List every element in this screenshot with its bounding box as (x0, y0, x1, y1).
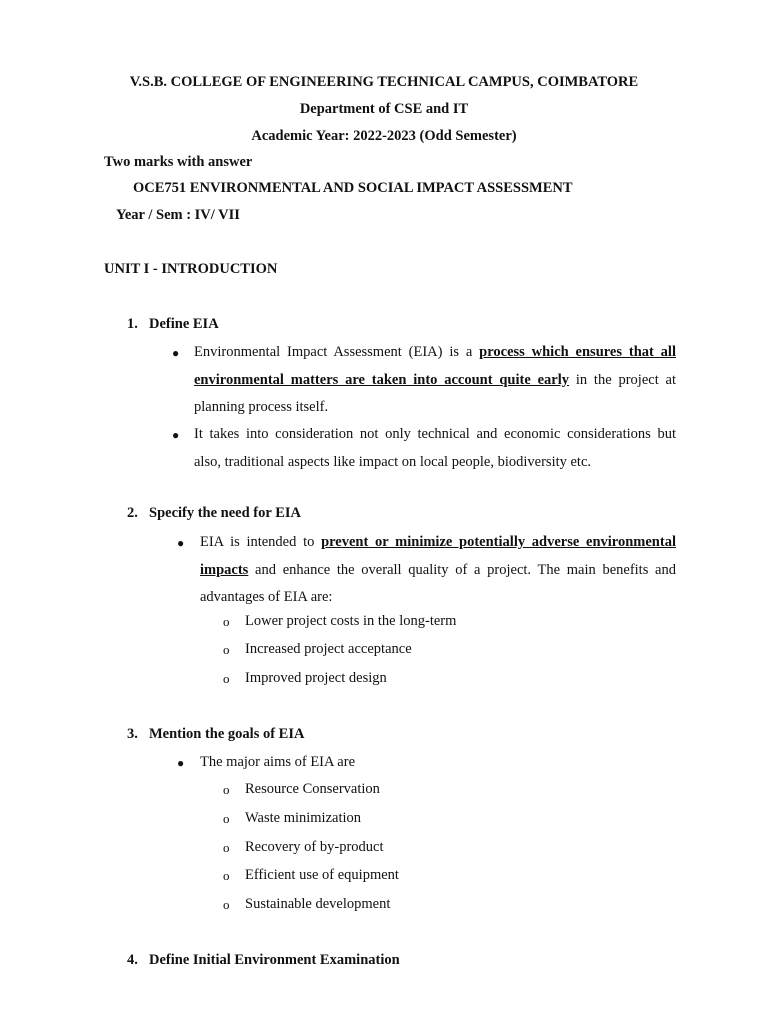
question-title: Specify the need for EIA (149, 505, 301, 521)
text: and enhance the overall quality of a project. The main benefits and (248, 561, 676, 578)
question-number: 1. (127, 316, 138, 332)
emphasis-text: impacts (200, 561, 249, 578)
question-number: 2. (127, 505, 138, 521)
year-sem: Year / Sem : IV/ VII (116, 207, 240, 223)
text: planning process itself. (194, 399, 329, 415)
list-item: Improved project design (245, 670, 387, 686)
question-title: Define EIA (149, 316, 219, 332)
list-item: Lower project costs in the long-term (245, 613, 457, 629)
department-name: Department of CSE and IT (299, 101, 469, 117)
list-item: The major aims of EIA are (200, 754, 356, 770)
question-title: Define Initial Environment Examination (149, 952, 400, 968)
sub-bullet-marker: o (223, 897, 230, 912)
bullet-marker: ● (177, 536, 185, 550)
text: also, traditional aspects like impact on local people, biodiversity etc. (194, 453, 592, 470)
question-number: 3. (127, 726, 138, 742)
emphasis-text: process which ensures that all (479, 344, 676, 360)
text: EIA is intended to (200, 534, 322, 550)
paragraph (194, 339, 676, 422)
question-title: Mention the goals of EIA (149, 726, 305, 742)
sub-bullet-marker: o (223, 642, 230, 657)
sub-bullet-marker: o (223, 840, 230, 855)
bullet-marker: ● (172, 428, 180, 442)
sub-bullet-marker: o (223, 614, 230, 629)
paragraph (194, 421, 676, 476)
emphasis-text: prevent or minimize potentially adverse environmental (321, 534, 676, 550)
academic-year: Academic Year: 2022-2023 (Odd Semester) (251, 128, 517, 144)
two-marks-label: Two marks with answer (104, 154, 253, 170)
text: Environmental Impact Assessment (EIA) is a (194, 344, 480, 360)
unit-title: UNIT I - INTRODUCTION (104, 261, 278, 277)
bullet-marker: ● (177, 756, 185, 770)
question-number: 4. (127, 952, 138, 968)
college-name: V.S.B. COLLEGE OF ENGINEERING TECHNICAL CAMPUS, COIMBATORE (129, 74, 639, 90)
emphasis-text: environmental matters are taken into account quite early (194, 371, 570, 388)
list-item: Increased project acceptance (245, 641, 412, 657)
course-title: OCE751 ENVIRONMENTAL AND SOCIAL IMPACT ASSESSMENT (133, 180, 573, 196)
sub-bullet-marker: o (223, 811, 230, 826)
list-item: Resource Conservation (245, 781, 380, 797)
list-item: Recovery of by-product (245, 839, 384, 855)
list-item: Sustainable development (245, 896, 391, 912)
text: advantages of EIA are: (200, 589, 333, 605)
list-item: Waste minimization (245, 810, 362, 826)
sub-bullet-marker: o (223, 868, 230, 883)
paragraph (200, 529, 676, 612)
bullet-marker: ● (172, 346, 180, 360)
text: It takes into consideration not only technical and economic considerations but (194, 426, 676, 442)
sub-bullet-marker: o (223, 671, 230, 686)
list-item: Efficient use of equipment (245, 867, 399, 883)
sub-bullet-marker: o (223, 782, 230, 797)
text: in the project at (569, 371, 677, 388)
